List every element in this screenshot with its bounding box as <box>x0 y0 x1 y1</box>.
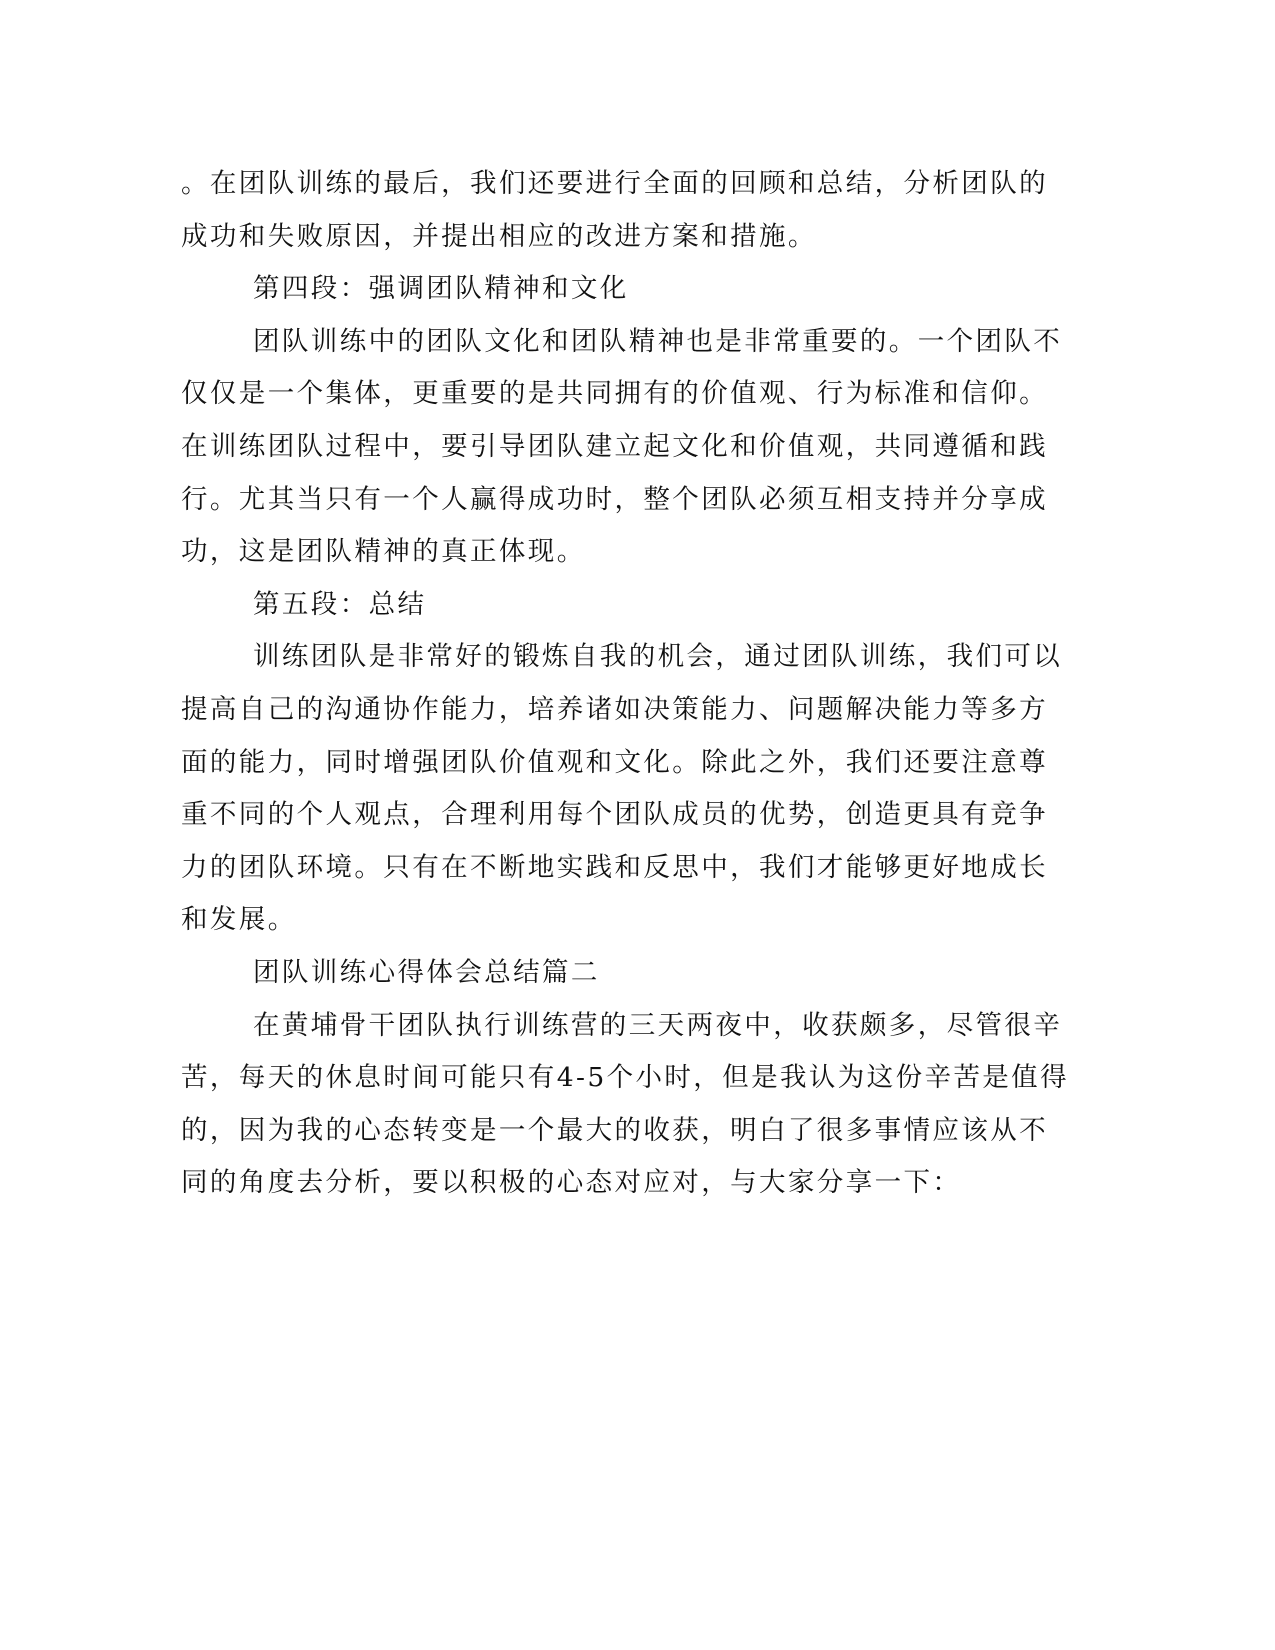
text-line: 力的团队环境。只有在不断地实践和反思中，我们才能够更好地成长 <box>181 851 1048 883</box>
text-line: 成功和失败原因，并提出相应的改进方案和措施。 <box>181 220 817 252</box>
text-line: 仅仅是一个集体，更重要的是共同拥有的价值观、行为标准和信仰。 <box>181 378 1048 410</box>
text-line: 团队训练心得体会总结篇二 <box>253 956 600 988</box>
text-line: 重不同的个人观点，合理利用每个团队成员的优势，创造更具有竞争 <box>181 799 1048 831</box>
text-line: 第四段：强调团队精神和文化 <box>253 273 629 305</box>
text-line: 提高自己的沟通协作能力，培养诸如决策能力、问题解决能力等多方 <box>181 693 1048 725</box>
paragraph-4 <box>181 1000 1069 1210</box>
text-line: 同的角度去分析，要以积极的心态对应对，与大家分享一下： <box>181 1167 962 1199</box>
text-line: 在黄埔骨干团队执行训练营的三天两夜中，收获颇多，尽管很辛 <box>253 1009 1063 1041</box>
article-title-part-two <box>181 947 1041 1000</box>
text-line: 和发展。 <box>181 904 297 936</box>
paragraph-2 <box>181 316 1063 579</box>
paragraph-1 <box>181 158 1048 263</box>
text-line: 面的能力，同时增强团队价值观和文化。除此之外，我们还要注意尊 <box>181 746 1048 778</box>
document-body <box>181 158 1069 1210</box>
text-line: 第五段：总结 <box>253 588 427 620</box>
paragraph-3 <box>181 631 1063 947</box>
text-line: 的，因为我的心态转变是一个最大的收获，明白了很多事情应该从不 <box>181 1114 1048 1146</box>
text-line: 团队训练中的团队文化和团队精神也是非常重要的。一个团队不 <box>253 325 1063 357</box>
text-line: 功，这是团队精神的真正体现。 <box>181 536 586 568</box>
text-line: 训练团队是非常好的锻炼自我的机会，通过团队训练，我们可以 <box>253 641 1063 673</box>
text-line: 行。尤其当只有一个人赢得成功时，整个团队必须互相支持并分享成 <box>181 483 1048 515</box>
text-line: 在训练团队过程中，要引导团队建立起文化和价值观，共同遵循和践 <box>181 430 1048 462</box>
text-line: 苦，每天的休息时间可能只有4-5个小时，但是我认为这份辛苦是值得 <box>181 1062 1069 1094</box>
section-heading-4 <box>181 263 1041 316</box>
text-line: 。在团队训练的最后，我们还要进行全面的回顾和总结，分析团队的 <box>181 168 1048 199</box>
section-heading-5 <box>181 579 1041 632</box>
